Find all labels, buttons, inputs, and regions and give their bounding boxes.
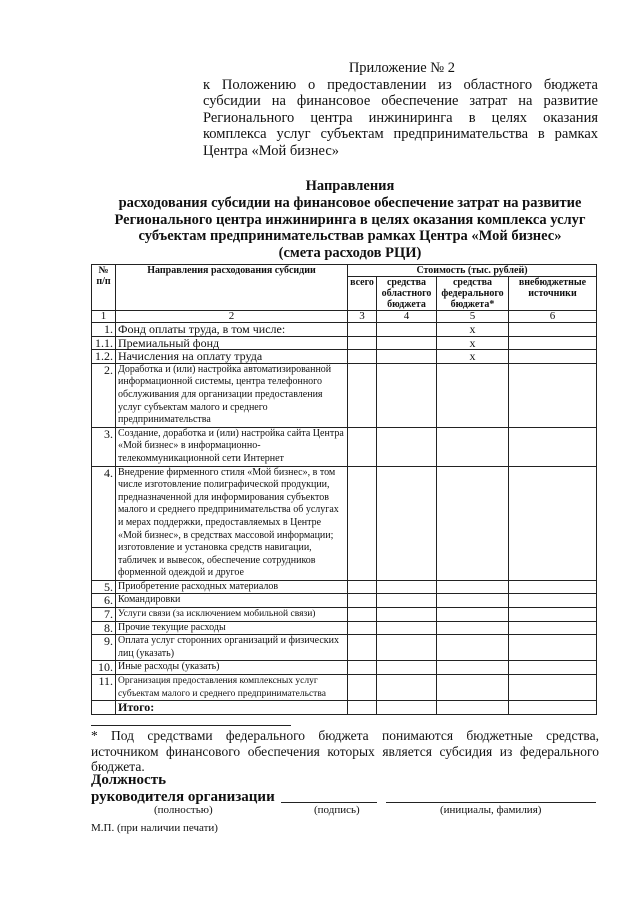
column-number: 6 — [509, 311, 597, 323]
header-direction: Направления расходования субсидии — [116, 265, 348, 311]
row-number: 4. — [92, 466, 116, 580]
cell-regional — [377, 466, 437, 580]
row-number: 10. — [92, 661, 116, 675]
caption-position: (полностью) — [154, 804, 213, 816]
column-number: 2 — [116, 311, 348, 323]
row-name-part: Внедрение фирменного стиля «Мой бизнес», в том числе изготовление полиграфической продукции, предназначенной для информирования субъектов малого и среднего предпринимательства об услугах и мерах поддержки, предоставляемых в Центре «Мой бизнес», в средствах массовой информации; — [118, 466, 339, 541]
total-label: Итого: — [116, 701, 348, 715]
cell-extra — [509, 661, 597, 675]
cell-regional — [377, 580, 437, 594]
footnote: * Под средствами федерального бюджета понимаются бюджетные средства, источником финансового обеспечения которых является субсидия из федерального бюджета. — [91, 728, 599, 774]
row-name: Доработка и (или) настройка автоматизированной информационной системы, центра телефонного обслуживания для организации предоставления услуг субъектам малого и среднего предпринимательства — [116, 363, 348, 427]
column-number: 3 — [348, 311, 377, 323]
signature-title-line: руководителя организации — [91, 789, 275, 805]
heading-line: Направления — [305, 178, 395, 194]
cell-extra — [509, 594, 597, 608]
cell-extra — [509, 363, 597, 427]
row-number: 5. — [92, 580, 116, 594]
row-number: 8. — [92, 621, 116, 635]
cell-extra — [509, 427, 597, 466]
cell-extra — [509, 336, 597, 350]
cell-regional — [377, 350, 437, 364]
row-number: 6. — [92, 594, 116, 608]
signature-line — [281, 802, 377, 803]
cell-regional — [377, 635, 437, 661]
table-row — [92, 323, 597, 337]
row-number: 2. — [92, 363, 116, 427]
cell-federal — [437, 580, 509, 594]
row-number: 1.2. — [92, 350, 116, 364]
signature-title — [91, 772, 275, 806]
cell-total — [348, 661, 377, 675]
cell-federal — [437, 466, 509, 580]
stamp-note: М.П. (при наличии печати) — [91, 822, 218, 834]
cell-total — [348, 350, 377, 364]
row-name — [116, 466, 348, 580]
cell-extra — [509, 580, 597, 594]
row-name: Командировки — [116, 594, 348, 608]
appendix-block — [203, 60, 598, 159]
appendix-text: к Положению о предоставлении из областного бюджета субсидии на финансовое обеспечение затрат на развитие Регионального центра инжиниринга в целях оказания комплекса услуг субъектам предпринимательства в рамках Центра «Мой бизнес» — [203, 76, 598, 159]
row-name: Премиальный фонд — [116, 336, 348, 350]
cell-federal — [437, 635, 509, 661]
row-name: Начисления на оплату труда — [116, 350, 348, 364]
cell-regional — [377, 427, 437, 466]
header-total: всего — [348, 277, 377, 311]
row-name: Создание, доработка и (или) настройка сайта Центра «Мой бизнес» в информационно-телекоммуникационной сети Интернет — [116, 427, 348, 466]
table-row — [92, 580, 597, 594]
total-cell — [348, 701, 377, 715]
cell-federal — [437, 661, 509, 675]
cell-extra — [509, 350, 597, 364]
signature-title-line: Должность — [91, 772, 167, 788]
cell-federal: x — [437, 323, 509, 337]
header-cost: Стоимость (тыс. рублей) — [348, 265, 597, 277]
cell-regional — [377, 336, 437, 350]
cell-extra — [509, 675, 597, 701]
row-number: 11. — [92, 675, 116, 701]
row-name: Приобретение расходных материалов — [116, 580, 348, 594]
row-name: Услуги связи (за исключением мобильной связи) — [116, 608, 348, 622]
name-line — [386, 802, 596, 803]
heading-line: (смета расходов РЦИ) — [278, 245, 422, 262]
cell-federal — [437, 363, 509, 427]
cell-total — [348, 621, 377, 635]
cell-extra — [509, 608, 597, 622]
total-row-number — [92, 701, 116, 715]
cell-total — [348, 580, 377, 594]
row-number: 9. — [92, 635, 116, 661]
cell-total — [348, 608, 377, 622]
cell-regional — [377, 608, 437, 622]
header-no: № п/п — [92, 265, 116, 311]
cell-extra — [509, 466, 597, 580]
footnote-divider — [91, 725, 291, 726]
cell-federal — [437, 621, 509, 635]
cell-total — [348, 427, 377, 466]
cell-regional — [377, 675, 437, 701]
cell-extra — [509, 621, 597, 635]
budget-table — [91, 264, 597, 715]
cell-federal — [437, 427, 509, 466]
cell-regional — [377, 594, 437, 608]
total-cell — [437, 701, 509, 715]
cell-total — [348, 363, 377, 427]
table-row — [92, 675, 597, 701]
appendix-title: Приложение № 2 — [348, 60, 455, 76]
table-row — [92, 363, 597, 427]
cell-federal — [437, 608, 509, 622]
cell-total — [348, 594, 377, 608]
heading-line: Регионального центра инжиниринга в целях оказания комплекса услуг — [114, 211, 586, 228]
column-numbers-row — [92, 311, 597, 323]
table-row — [92, 594, 597, 608]
header-federal: средства федерального бюджета* — [437, 277, 509, 311]
table-row — [92, 427, 597, 466]
caption-name: (инициалы, фамилия) — [440, 804, 542, 816]
cell-regional — [377, 661, 437, 675]
row-name-part: изготовление и установка средств навигации, табличек и вывесок, обеспечение сотрудников форменной одеждой и другое — [118, 542, 316, 579]
total-cell — [377, 701, 437, 715]
cell-federal: x — [437, 350, 509, 364]
row-number: 7. — [92, 608, 116, 622]
table-row — [92, 661, 597, 675]
heading-line: расходования субсидии на финансовое обеспечение затрат на развитие — [118, 194, 582, 211]
cell-regional — [377, 323, 437, 337]
row-name: Оплата услуг сторонних организаций и физических лиц (указать) — [116, 635, 348, 661]
cell-regional — [377, 621, 437, 635]
column-number: 5 — [437, 311, 509, 323]
table-row — [92, 466, 597, 580]
table-row — [92, 350, 597, 364]
column-number: 4 — [377, 311, 437, 323]
table-row — [92, 621, 597, 635]
cell-extra — [509, 323, 597, 337]
cell-federal: x — [437, 336, 509, 350]
heading-line: субъектам предпринимательствав рамках Центра «Мой бизнес» — [138, 228, 562, 245]
table-row — [92, 336, 597, 350]
row-name: Иные расходы (указать) — [116, 661, 348, 675]
cell-federal — [437, 594, 509, 608]
column-number: 1 — [92, 311, 116, 323]
cell-total — [348, 466, 377, 580]
cell-federal — [437, 675, 509, 701]
row-number: 3. — [92, 427, 116, 466]
table-row — [92, 608, 597, 622]
row-name: Организация предоставления комплексных услуг субъектам малого и среднего предпринимательства — [116, 675, 348, 701]
row-name: Прочие текущие расходы — [116, 621, 348, 635]
caption-signature: (подпись) — [314, 804, 360, 816]
row-number: 1.1. — [92, 336, 116, 350]
cell-total — [348, 635, 377, 661]
header-regional: средства областного бюджета — [377, 277, 437, 311]
document-heading — [60, 178, 640, 262]
cell-extra — [509, 635, 597, 661]
cell-regional — [377, 363, 437, 427]
row-number: 1. — [92, 323, 116, 337]
total-cell — [509, 701, 597, 715]
cell-total — [348, 336, 377, 350]
cell-total — [348, 675, 377, 701]
header-extra: внебюджетные источники — [509, 277, 597, 311]
table-row — [92, 635, 597, 661]
row-name: Фонд оплаты труда, в том числе: — [116, 323, 348, 337]
cell-total — [348, 323, 377, 337]
total-row — [92, 701, 597, 715]
